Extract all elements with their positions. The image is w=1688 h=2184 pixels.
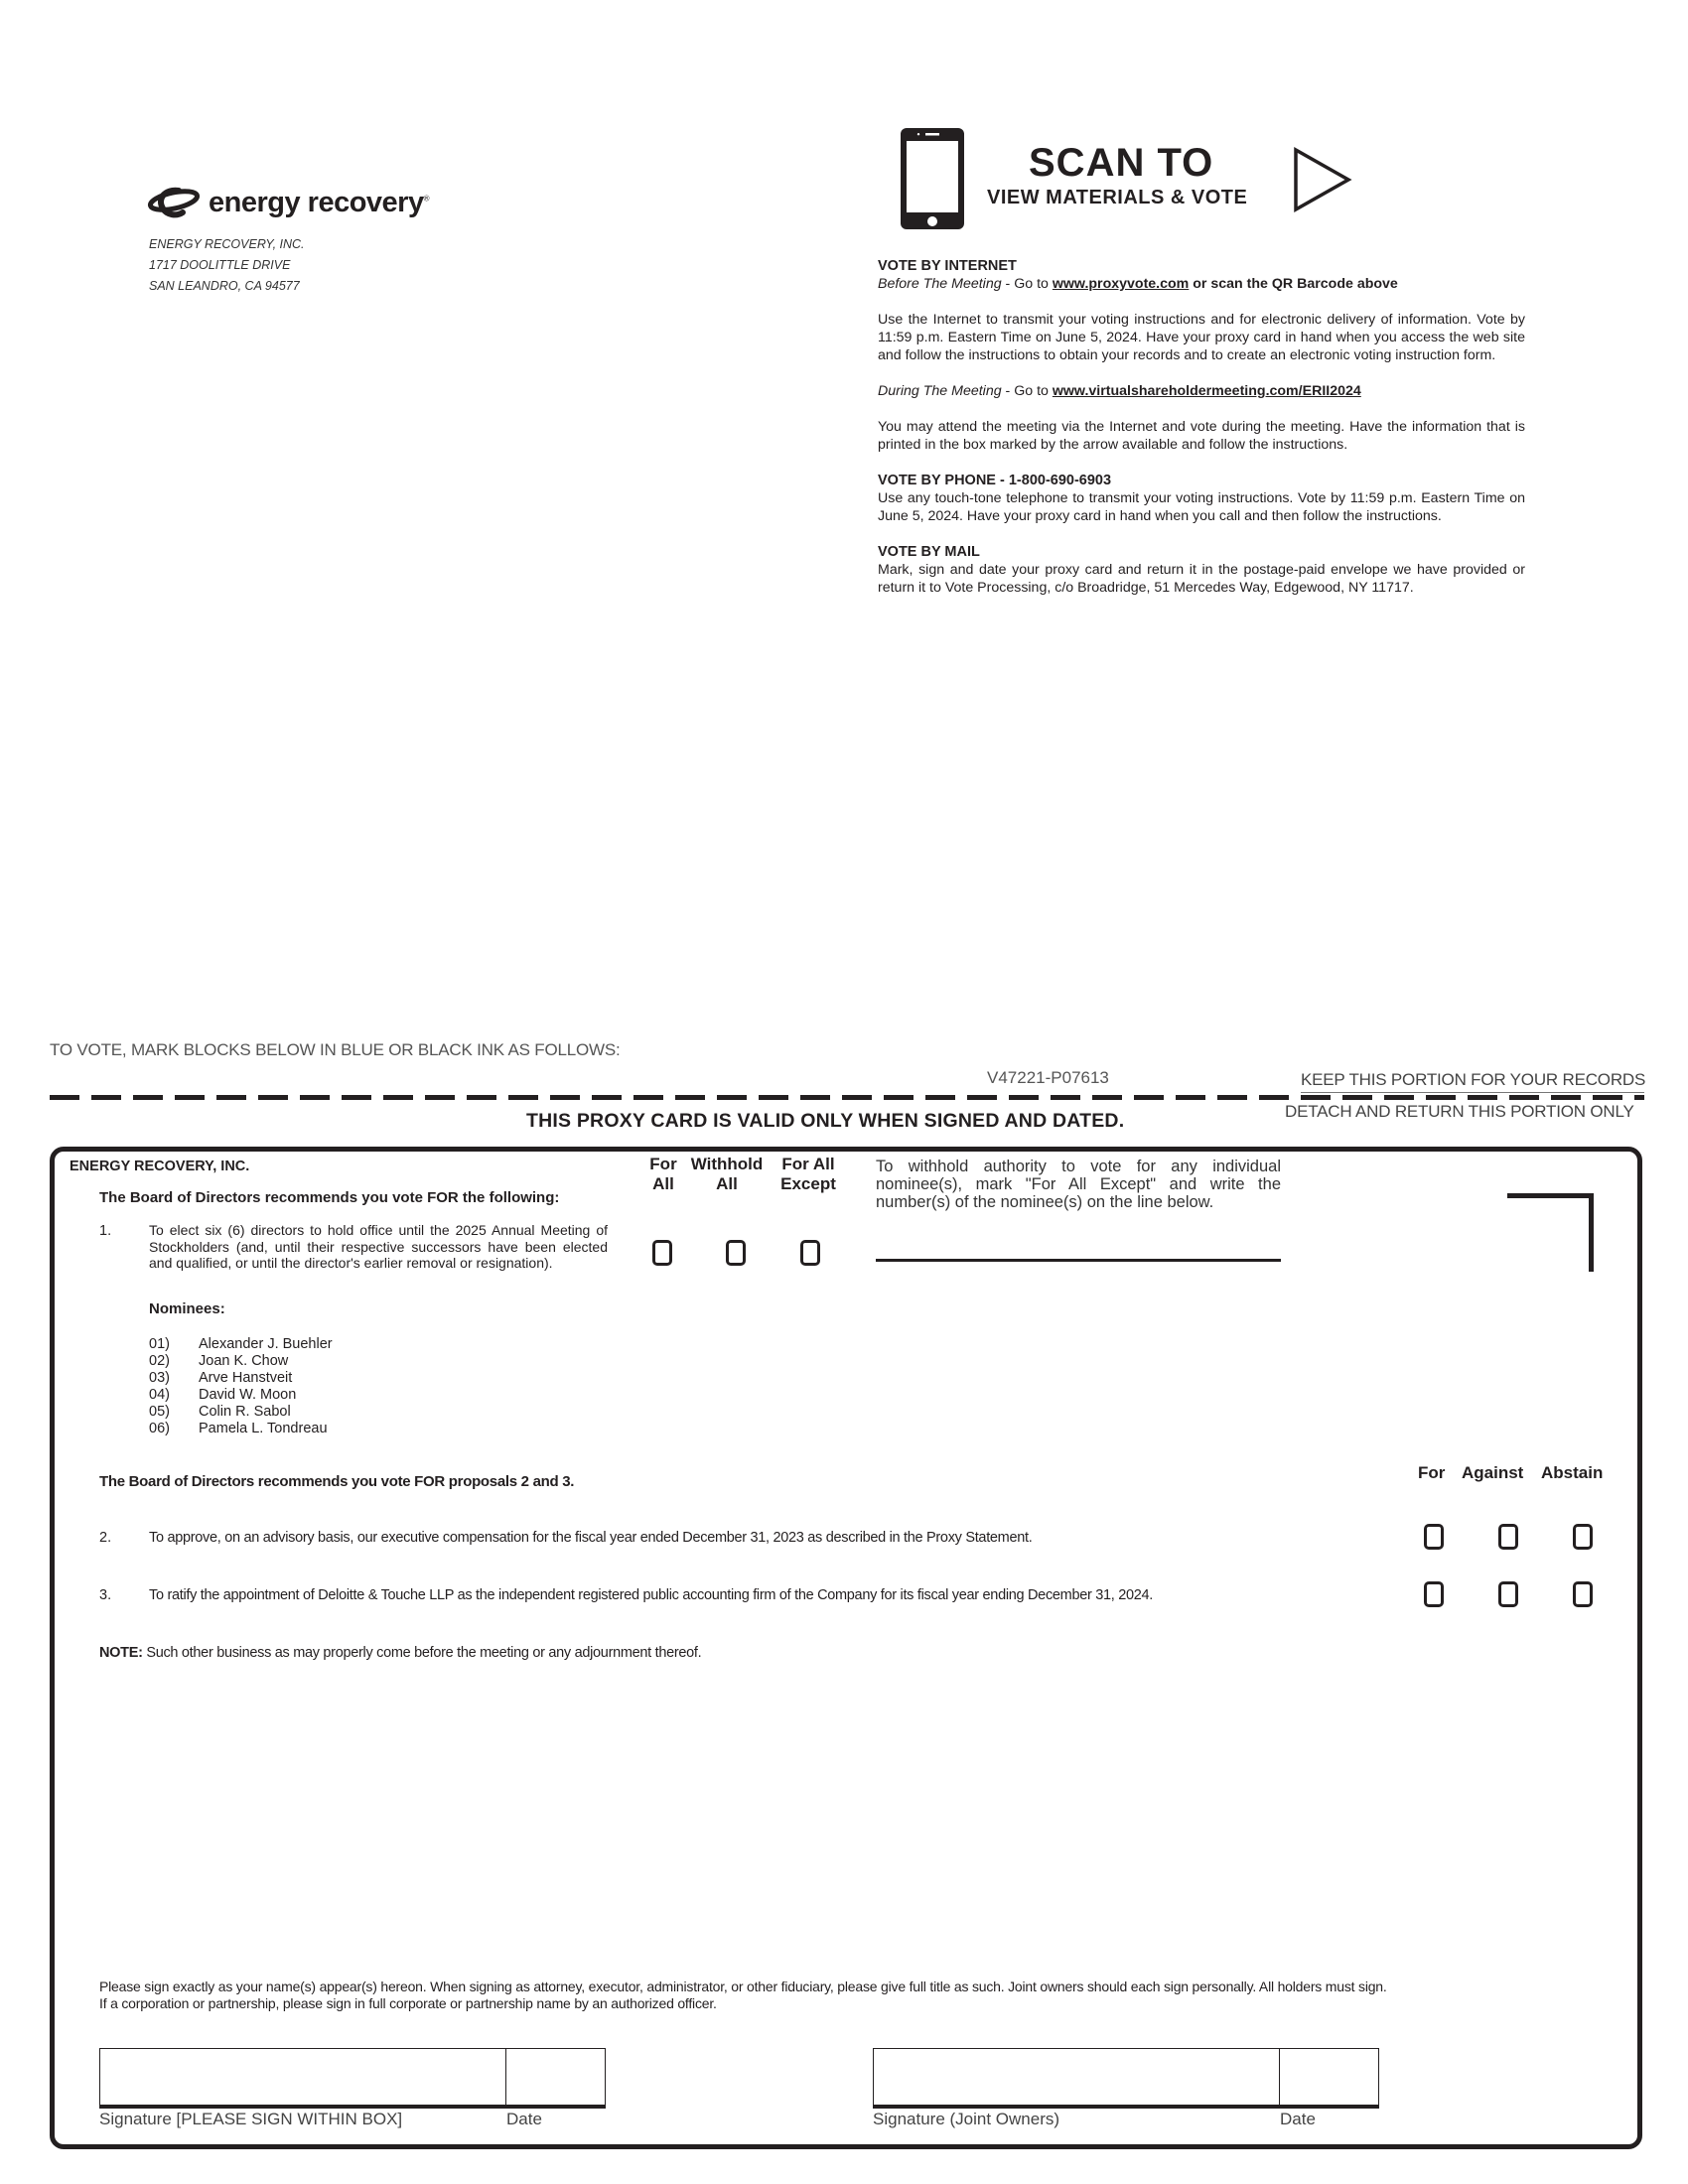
internet-body: Use the Internet to transmit your voting instructions and for electronic delivery of information. Vote by 11:59 p.m. Eastern Time on June 5, 2024. Have your proxy card in hand when you access the web site and follow the instructions to obtain your records and to create an electronic voting instruction form. <box>878 312 1525 363</box>
column-withhold-all: Withhold All <box>690 1155 764 1193</box>
except-nominee-write-line[interactable] <box>876 1259 1281 1262</box>
registration-corner-mark <box>1507 1193 1594 1272</box>
date-label: Date <box>506 2110 542 2128</box>
proposal-3-against-checkbox[interactable] <box>1498 1581 1518 1607</box>
phone-body: Use any touch-tone telephone to transmit your voting instructions. Vote by 11:59 p.m. Eastern Time on June 5, 2024. Have your proxy card in hand when you call and then follow the instructions. <box>878 490 1525 524</box>
nominees-heading: Nominees: <box>149 1300 225 1317</box>
vote-phone-heading: VOTE BY PHONE - 1-800-690-6903 <box>878 473 1112 488</box>
nominee-item: 01) Alexander J. Buehler <box>149 1336 333 1352</box>
proxyvote-link[interactable]: www.proxyvote.com <box>1052 276 1190 292</box>
vote-mail-heading: VOTE BY MAIL <box>878 544 980 560</box>
proposal-2-against-checkbox[interactable] <box>1498 1524 1518 1550</box>
column-for-all: For All <box>649 1155 677 1193</box>
address-line: ENERGY RECOVERY, INC. <box>149 237 305 251</box>
joint-signature-field[interactable] <box>874 2049 1280 2105</box>
mail-body: Mark, sign and date your proxy card and return it in the postage-paid envelope we have provided or return it to Vote Processing, c/o Broadridge, 51 Mercedes Way, Edgewood, NY 11717. <box>878 562 1525 596</box>
proposal-2-text: To approve, on an advisory basis, our executive compensation for the fiscal year ended December 31, 2023 as described in the Proxy Statement. <box>149 1530 1033 1546</box>
proposal-1-for-all-checkbox[interactable] <box>652 1240 672 1266</box>
proposal-1-text: To elect six (6) directors to hold office until the 2025 Annual Meeting of Stockholders (and, until their respective successors have been elected and qualified, or until the director's earlier removal or resignation). <box>149 1222 608 1271</box>
board-recommendation-1: The Board of Directors recommends you vote FOR the following: <box>99 1189 560 1206</box>
nominee-list <box>149 1336 333 1437</box>
date-field[interactable] <box>506 2049 605 2105</box>
company-logo <box>147 185 429 220</box>
joint-date-label: Date <box>1280 2110 1316 2128</box>
signature-box-primary <box>99 2048 606 2109</box>
mark-instructions: TO VOTE, MARK BLOCKS BELOW IN BLUE OR BLACK INK AS FOLLOWS: <box>50 1040 621 1059</box>
detach-portion-label: DETACH AND RETURN THIS PORTION ONLY <box>1285 1102 1634 1121</box>
column-against: Against <box>1462 1463 1524 1482</box>
proposal-3-abstain-checkbox[interactable] <box>1573 1581 1593 1607</box>
proposal-2-for-checkbox[interactable] <box>1424 1524 1444 1550</box>
voting-instructions <box>878 257 1525 597</box>
proposal-3-number: 3. <box>99 1587 112 1603</box>
column-for: For <box>1418 1463 1446 1482</box>
valid-notice: THIS PROXY CARD IS VALID ONLY WHEN SIGNED AND DATED. <box>526 1110 1125 1132</box>
scan-to-vote-banner <box>900 127 1356 230</box>
keep-portion-label: KEEP THIS PORTION FOR YOUR RECORDS <box>1301 1070 1646 1089</box>
address-line: 1717 DOOLITTLE DRIVE <box>149 258 291 272</box>
proposal-1-number: 1. <box>99 1223 112 1239</box>
address-line: SAN LEANDRO, CA 94577 <box>149 279 300 293</box>
proposal-1-for-all-except-checkbox[interactable] <box>800 1240 820 1266</box>
column-for-all-except: For All Except <box>780 1155 836 1193</box>
nominee-item: 04) David W. Moon <box>149 1387 297 1403</box>
withhold-instructions: To withhold authority to vote for any individual nominee(s), mark "For All Except" and write the number(s) of the nominee(s) on the line below. <box>876 1158 1281 1211</box>
signature-box-joint <box>873 2048 1379 2109</box>
proposal-2-number: 2. <box>99 1530 112 1546</box>
card-company-name: ENERGY RECOVERY, INC. <box>70 1159 250 1174</box>
board-recommendation-2: The Board of Directors recommends you vote FOR proposals 2 and 3. <box>99 1473 575 1490</box>
logo-wordmark: energy recovery® <box>209 186 429 218</box>
proposal-3-for-checkbox[interactable] <box>1424 1581 1444 1607</box>
nominee-item: 05) Colin R. Sabol <box>149 1404 291 1420</box>
proposal-3-text: To ratify the appointment of Deloitte & Touche LLP as the independent registered public accounting firm of the Company for its fiscal year ending December 31, 2024. <box>149 1587 1154 1603</box>
column-abstain: Abstain <box>1541 1463 1604 1482</box>
signature-field[interactable] <box>100 2049 506 2105</box>
other-business-note: NOTE: Such other business as may properly come before the meeting or any adjournment thereof. <box>99 1645 702 1661</box>
nominee-item: 06) Pamela L. Tondreau <box>149 1421 328 1436</box>
scan-title: SCAN TO <box>1029 141 1214 185</box>
scan-subtitle: VIEW MATERIALS & VOTE <box>987 187 1248 208</box>
proposal-2-abstain-checkbox[interactable] <box>1573 1524 1593 1550</box>
play-arrow-icon <box>1293 147 1352 212</box>
during-meeting-body: You may attend the meeting via the Internet and vote during the meeting. Have the information that is printed in the box marked by the arrow available and follow the instructions. <box>878 419 1525 453</box>
keep-underline <box>1301 1092 1644 1093</box>
card-control-id: V47221-P07613 <box>987 1068 1109 1087</box>
detach-perforation-line <box>50 1095 1644 1100</box>
energy-recovery-logo-icon <box>147 185 201 220</box>
signing-instructions: Please sign exactly as your name(s) appear(s) hereon. When signing as attorney, executor, administrator, or other fiduciary, please give full title as such. Joint owners should each sign personally. All holders must sign. If a corporation or partnership, please sign in full corporate or partnership name by an authorized officer. <box>99 1979 1387 2011</box>
proposal-1-withhold-all-checkbox[interactable] <box>726 1240 746 1266</box>
signature-label: Signature [PLEASE SIGN WITHIN BOX] <box>99 2110 403 2128</box>
nominee-item: 02) Joan K. Chow <box>149 1353 289 1369</box>
joint-signature-label: Signature (Joint Owners) <box>873 2110 1060 2128</box>
smartphone-icon <box>900 127 965 230</box>
virtual-meeting-link[interactable]: www.virtualshareholdermeeting.com/ERII2024 <box>1052 383 1361 399</box>
company-address <box>149 234 305 297</box>
before-meeting-line: Before The Meeting - Go to www.proxyvote.com or scan the QR Barcode above <box>878 276 1398 292</box>
joint-date-field[interactable] <box>1280 2049 1378 2105</box>
during-meeting-line: During The Meeting - Go to www.virtualshareholdermeeting.com/ERII2024 <box>878 383 1361 399</box>
vote-internet-heading: VOTE BY INTERNET <box>878 258 1017 274</box>
nominee-item: 03) Arve Hanstveit <box>149 1370 293 1386</box>
